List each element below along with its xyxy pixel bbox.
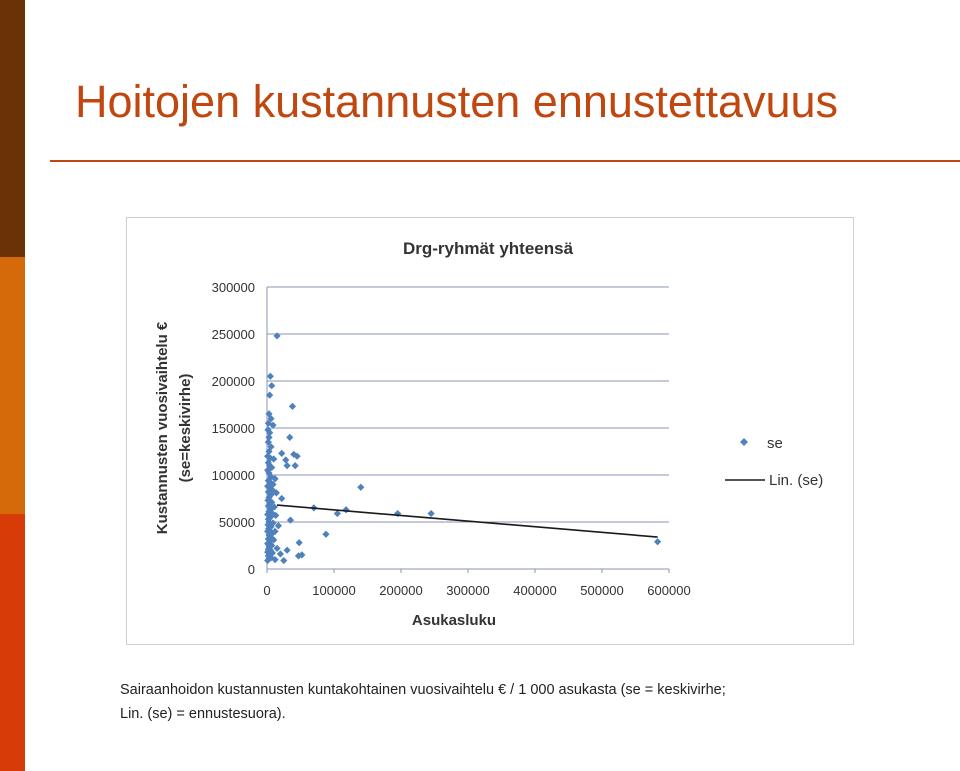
sidebar-segment-top (0, 0, 25, 257)
x-tick-label: 500000 (580, 583, 624, 598)
legend-label-trend: Lin. (se) (769, 472, 824, 489)
data-point (287, 517, 294, 524)
legend (725, 435, 823, 489)
y-tick-label: 150000 (211, 421, 255, 436)
x-tick-label: 400000 (513, 583, 557, 598)
y-axis-label: Kustannusten vuosivaihtelu € (154, 321, 171, 535)
data-point (654, 538, 661, 545)
chart-title: Drg-ryhmät yhteensä (402, 239, 574, 258)
caption-line-2: Lin. (se) = ennustesuora). (120, 706, 286, 722)
data-point (357, 484, 364, 491)
data-point (428, 510, 435, 517)
y-tick-label: 100000 (211, 468, 255, 483)
data-point (267, 373, 274, 380)
x-tick-label: 600000 (647, 583, 691, 598)
x-axis-label: Asukasluku (411, 612, 497, 629)
title-underline (50, 160, 960, 162)
data-point (286, 434, 293, 441)
y-axis-label-secondary: (se=keskivirhe) (177, 373, 194, 483)
scatter-chart (127, 218, 853, 644)
y-tick-label: 300000 (211, 280, 255, 295)
chart-frame (126, 217, 854, 645)
figure-caption (120, 678, 890, 726)
data-point (284, 462, 291, 469)
legend-label-se: se (767, 435, 783, 452)
slide-title: Hoitojen kustannusten ennustettavuus (75, 76, 839, 127)
data-point (296, 539, 303, 546)
data-point (278, 495, 285, 502)
data-point (278, 450, 285, 457)
caption-line-1: Sairaanhoidon kustannusten kuntakohtainen vuosivaihtelu € / 1 000 asukasta (se = keskivirhe; (120, 682, 726, 698)
trend-line (277, 505, 658, 537)
grid-lines (267, 287, 669, 522)
legend-marker-se (740, 438, 748, 446)
data-point (282, 456, 289, 463)
y-tick-label: 250000 (211, 327, 255, 342)
data-point (322, 531, 329, 538)
data-point (268, 382, 275, 389)
data-point (273, 332, 280, 339)
x-tick-label: 300000 (446, 583, 490, 598)
sidebar-color-bar (0, 0, 25, 771)
data-point (280, 557, 287, 564)
trend-line-group (277, 505, 658, 537)
data-point (289, 403, 296, 410)
x-tick-label: 100000 (312, 583, 356, 598)
sidebar-segment-middle (0, 257, 25, 514)
sidebar-segment-bottom (0, 514, 25, 771)
scatter-points (264, 332, 661, 564)
y-tick-label: 0 (247, 562, 255, 577)
y-tick-labels (212, 280, 255, 577)
data-point (292, 462, 299, 469)
y-tick-label: 200000 (211, 374, 255, 389)
data-point (342, 506, 349, 513)
x-tick-label: 0 (263, 583, 271, 598)
y-tick-label: 50000 (218, 515, 255, 530)
x-tick-labels (263, 569, 690, 598)
data-point (284, 547, 291, 554)
x-tick-label: 200000 (379, 583, 423, 598)
data-point (277, 550, 284, 557)
